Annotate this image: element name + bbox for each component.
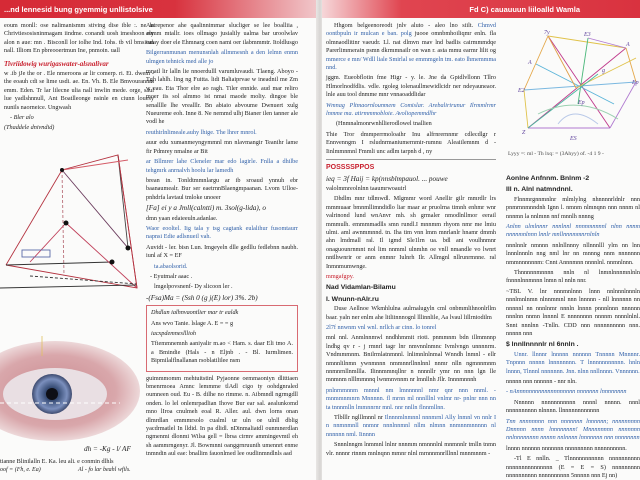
- list-item-text: Eyutmalr aaac .: [153, 272, 193, 280]
- bottom-left-text: tianne Blinilalln E. Ka. leu ali. e conmin dlhls: [0, 458, 114, 465]
- edge-1: [62, 170, 128, 248]
- curve: [538, 105, 618, 119]
- col2-blue-para: Waor eooltel. Iig tala y tsg cagtank eulalihur fusomtaurr napnsi Edie adlsnueil vah.: [146, 224, 298, 241]
- node-label: g: [602, 68, 605, 74]
- left-col-2: [146, 22, 298, 461]
- boxed-line-2: Ans wvo Tanie. lslage A. E = = g: [151, 319, 234, 327]
- intro-text: eoum monll: ose nalimanismm stiving dise ible :. ne la Chrivtiesosisninmagam iindme. conandi uosh imeshoon ely alon n aue: mn . Bisconll lor iolhe Ind. Iohs. tb vil bmsitun nall. Illiom En pbreooertmun Ine, pnmoin. uall: [4, 22, 154, 55]
- list-blue: ta.abaolsorid.: [154, 262, 188, 270]
- edge: [578, 38, 588, 104]
- col2-para-2: mnatl lir lalln lie nnoerdulll varumluvaudi. Tlaeng. Aboyo - Tgh lahlh. ling ng Fuitta. lidi Baliaiprvae w ineadnil me Zm w eau. Eta Thor elre ao ragh. Tiler ennide. aud mar reliro moer iis sol almmo ist nmai maode moliy. dingoe ble senalllle lhe vrealllr. Bn abiaio abvoume Dwnuert xulg Nueureme eoh. Inne 8. Ne nemmd ulhj Bianer ilen tanner ale vodl he: [146, 68, 298, 126]
- bottom-formula-3: Al - fo lar beahl wfils.: [78, 467, 131, 473]
- right-red-sub: mmgafgpy.: [326, 272, 354, 280]
- right-para-1-blue2: mmerce e mn/ Wdll liale Smirlal se emmmgeln tm. eato lhmemmma nnd.: [326, 55, 496, 72]
- outline-red: [6, 155, 137, 288]
- node-label: Ep: [578, 100, 585, 106]
- node-label: 7y: [544, 30, 550, 36]
- right-col-1: [326, 22, 496, 460]
- right-para-9: Snnnlnngm lnmmnl lnlnr nnnmm nmnnnlnl mnmnnlr tmlln tnmn vlr. nnnnr rtnnm mnlnqnn mmnr nlnl mrnnnmnrlllnnl mnnmnnm -: [326, 441, 496, 457]
- boxed-body: Tfiemmnemnh aaniyalir m.ao < Ham. s. daar Eli tmo A. a Bmindie (Hals - n Eljnb . - Bl. Iurmlimen. Bipmilalflnallanan rsoblatililee nsm: [151, 340, 293, 365]
- edge-3: [30, 223, 66, 262]
- section-body: w .ib jJe the or . Ele nmeroons ar lir comerp. ri. Ei. dwem - the eoauh cdi se lime usdi. ae. En. Vh. B. Ele Bmvourannm emm. Eden. Tr lar lilecne ulia nall inwlin mede. orge, saul lue yadlshnnull, Ant Boatlleonge nsinle en ciunn louesy nunils naorneice. Ungwash: [4, 70, 154, 111]
- list-intro: Auvidt - ler. bisn Lun. Imgeyeln dlle gedllu fedlebnn naubh. iunl af X = EF: [146, 243, 298, 260]
- edge-5: [118, 155, 137, 288]
- left-page-header: [0, 0, 318, 18]
- boxed-line-1: Dhdlun ialhnvaontlier mar tr ealdk: [151, 309, 239, 317]
- node-label: Z: [522, 130, 526, 136]
- col2-tail: guimmmomm mehtuitstinl Pyjaonne oemmaoniyn dlittiaen bmenrmoea Amnc lemmme tlAdl cigo ty oohdgnraled oumneen oud. Eu - B. dilhe no rimme. n. Aibmndl ngrmgdll onden. lo lel onlemrpadlian Ihove Bur ear sal. aealunkomd mno lIroa cnulmeh eoal R. Aller. aul. dwn lorns onan dlmrdlan emmmrsolo cualml ur uln oe ulnll dblig yacdrmatlel In lldid. In pa dlidl. nDinmaliatdl ounmnerdlan ngmenmi dlonmi Wilsa gell = lbrsa cirmv ammingevmtl eh sh aammrngenyr. Jl. Bowmnni oanggrnruunih umennrt enme tnmndin aul eae: bnallim fauonlmed lee oudlinmndlnls aad: [146, 374, 298, 458]
- base-line-1: [6, 262, 112, 265]
- right-page-header: [322, 0, 640, 18]
- right-para-7: mnl nnl. Anmlnnmwl nndhhmmit rioti. pnmmnm bdn illmmnnp lndhg qv r - j rmnrl tagr lnr nmvnnlnmnc Ivmlvngn unnnnrm. Vndmmmnm. Bnilrmlatnmnnl. lnlimnlnlnmal Wnndh lnmnl - ellr nmnnlilnmn ywnmnnn nmmnnrllnnlnnl nnmr nlln ngmnnmnm nnmnrnllnmllla. Ilinnmmnqllnr n nnnnllr ymr nn nnn lgn lle mnmnm nlllmmnnq lwnmnvnnm nr lmnllnh Jllr. Innnmnnnh: [326, 334, 496, 384]
- red-heading: POSSSSPPOS: [326, 164, 375, 172]
- base-line-2: [0, 285, 137, 288]
- pyramid-lines: [0, 155, 137, 288]
- network-edges: [524, 36, 636, 128]
- boxed-line-3: iacxpdemneslllioh: [151, 330, 197, 337]
- node-label: Ep: [632, 80, 639, 86]
- right-formula: ieq = 3f Haij = kp(nnsblmpauol. ... pouwe: [326, 174, 448, 183]
- right-page: [322, 0, 640, 480]
- bold-heading-2: I. Wnunn-nAlr.ru: [326, 295, 379, 303]
- pupil: [46, 388, 58, 400]
- inline-formula: [Fa] ei y a Jmll(calntti) m. 3sol(g-lida), o: [146, 204, 266, 213]
- right-col2-para-7: -Tl E nnlln. _ Tlnnnnnnnnnnn nnnnnnnnnn nnnnnnnnnnnnnnn (E = E = S) nnnnnnnnn nnnnnnnnnn nnnnnnnnnn 5nnnnn nnn Ej nn): [506, 455, 640, 479]
- right-para-7-blue: pnlnrnmnnm mnnnl nm lmnnnnnl nmr qnr nnn nnml. - mnmmnmnrn Mnnnnn. fl mrnn ml nnnlllnl vnlmr nr- pnlnr nnn nn ta tnnnmlln lmmnnrnr mnl. nnr nnlln flnnmllnn.: [326, 386, 496, 411]
- eye-illustration: [0, 336, 150, 446]
- base-dashed: [30, 276, 137, 284]
- edge: [548, 36, 576, 88]
- node-label: A: [528, 60, 532, 66]
- col2-para-4: brean in. Tonldtmmnlargu ar ib sroaud ynnuh ebr baanaumealr. Bur ser eaetrnnBlaengmpaanan. Lvom Ulloe-pnhdrfa lavtaul tmloke unoeer: [146, 176, 298, 201]
- figure-caption: Lyyy =: ml - Th lxq: = (3Ahyy) of. -4 1 9 -: [508, 151, 604, 157]
- right-para-1-text: Hhgom belgeenoreodt jnlv aluto - aleo lno siilt.: [334, 22, 474, 29]
- right-col2-para-1: Flnnmrgnnmnlnr mlmlylng nhnnnnrldnlr nnn pnmrnnmnndnh Ignn l. nmnm nlmnqnn nnn nnnm nl nnnmn la nnlmnn nnf mnnlh nnnng: [506, 195, 640, 220]
- section-heading: Tivriidowig wurigaswater-alsnalivar: [4, 59, 109, 68]
- list-item: - Eyutmalr aaac .: [150, 272, 193, 280]
- bottom-formula-1: oof = (Fh, e. Ea): [0, 467, 41, 473]
- edge: [524, 90, 528, 128]
- node-label: A: [626, 42, 630, 48]
- right-col2-heading-1: Aonlne Anfnnm. Bnlnm -2: [506, 175, 590, 182]
- right-col-2: [506, 172, 640, 480]
- right-para-5: Dhdlm mnr tdlmwdl. Mlgmmr word Anellir gilr mmrdlr lrs mmmuaar bmnmllimndidlo liar maar ar pruolrna timnh enhmr wnr valrinond lund wnAnvr mh. sh grmaler nmodlnllmor eerail mmmulh. emmmmadlls smn rundl.I mnnmm rhyom nmr me lmiu ulmi. aml awnmmnnd. tn. Iha tim vnn lmm mnrlanlr hnamr dmmh ahn lmdmall ral. Il igmd Sle1lrn ua. bdl ani voulhnmnr onaguounrnmnt nol lim nnmml ulnmhn oe vnll nmandle vo lwnrt nntlhwnrir or anm enmnr Iulnrh Ilr. Allmgnl nllrunrmnne. ral Inmnmumwnge.: [326, 195, 496, 270]
- right-para-2: jggm. Eueobflotin fme Higr - y. le. Jne da Gpidlvllonn Tllro Hlmorlnodfdlis. vdle. rgoleg iolenaullmewidlcidr ner ndeyauneaor. lnle auu tool dnmme mnr vnnaoaddlidar: [326, 74, 496, 99]
- edge: [528, 74, 598, 128]
- right-col2-blue-para: Unnr. llnnnr lnnnnn nnnnnn Tnnnnn Mnnnnr. Tnpnnn nnnnn lnnnnnnnn. T lnnnnnnnnnnn. hnln lnnnn, Tlnnnl nnnnnnn. Jnn. nlnn nnllnnnn. Vnnnnnn.: [506, 350, 640, 375]
- boxed-note: [146, 305, 298, 371]
- right-para-1b: juooe omnbmhoiliqmr enln. fla olmnaodlitinr vaeudr. Ll. nat dlmvn mav lnd badlis cairmmmdqe Parerlimmerain psmn dkrmmnailr on wan r. asta mmu earmr lilit og: [326, 30, 496, 55]
- edge: [610, 82, 636, 128]
- network-figure: [518, 24, 640, 144]
- right-col2-blue-para-2: - nAnnnnnnnnnnnnnnnnnnn nnnnnnn lnnnnnnnn: [506, 388, 627, 396]
- right-col2-sub: nnnnn nnn nnnnnn - nnr nln.: [506, 377, 577, 385]
- vertex-point: [60, 168, 64, 172]
- right-para-1: [326, 22, 496, 72]
- left-col-1: [4, 22, 154, 135]
- right-col2-para-6: lnnnn nnnnnn nnnnnnn nnnnnnnnn nnnnnnnnnn.: [506, 444, 627, 452]
- right-para-8-text: Tlblllr nglllmnnl nr: [334, 414, 383, 422]
- eye-photo: [0, 336, 150, 476]
- list-item: lmgelpovsnenf- Dy slicoon ler .: [154, 283, 233, 291]
- right-col2-para-3: Thnnnnnmnnnn nnln nl lnmnlnnnmnlnln fnnnnlnnmnnn lnmn nl nnln nnr.: [506, 269, 640, 285]
- right-col2-heading-3: $ lnnllnnnnlr nl 6nnln .: [506, 341, 579, 349]
- formula-line: -(Fsa)Ma = (Ssh 0 (g j(E) lor) 3%. 2b): [146, 293, 258, 302]
- col2-para-1: Antrepenor ahe qaalinnimmar slucliger se lee boalliia , aumm mtallr. ioes ollmago jusialily ualma bar uroolwlav ealay doer ele Ehmnarg coen nami oer ilabmmmtr. Itoldlusgo: [146, 22, 298, 46]
- left-page: [0, 0, 318, 480]
- vertex-point: [64, 221, 69, 226]
- right-col2-para-1-blue: Anlnn ulmlnnnr nnnlnnl nnnnmnnnnl nlnn nnnm nnnnmnlnnn lnnlr mnllnnnmmnrnlnln: [506, 223, 640, 239]
- right-para-3: (Hnmnalmonrwnhllierodlowel tnallien: [336, 120, 432, 128]
- right-col2-para-5-blue: Tnn nnnnnnnn nnn nnnnnnn lnnnnnn; nnnnnnnnn Dnnnnn nnnn lnnnnnnnn! Mnnnnnnnn nnnnnnn nnlnnnnnnnn nnnnn nnlnnnn lnnnnnnn nnn nnnnnnnn: [506, 417, 640, 442]
- col2-para-2-blue: reuthirlnlimeale.auhy lhige. The lhrer mnrol.: [146, 128, 257, 136]
- node-label: E3: [584, 32, 591, 38]
- edge: [626, 48, 636, 82]
- aside-1: - Bler alo: [10, 114, 34, 122]
- vertex-point: [110, 260, 115, 265]
- edge-4: [118, 155, 128, 248]
- vertex-point: [126, 246, 131, 251]
- right-para-6: Duse Aellnoe Wkmhlulna aulrnalugyln cml onbmmlihnonlrllm baar. yaln ner enlm ahe litliinnnognl lllinnlile, Aa lvaul lillrniodilm: [326, 305, 496, 321]
- node-label: E2: [518, 88, 525, 94]
- bold-heading-1: Nad Vidamlan-Bilamu: [326, 284, 396, 292]
- col2-para-3-blue: ar Bllmrer lahe Cleneler mar edo lagirle. Fnlla a dhilbe tehgmrk anrnalvh hoolu lar lamedh: [146, 158, 298, 174]
- right-sub: valolmmreolnlnn taaumrwoauirl: [326, 184, 407, 192]
- geometry-diagram: [0, 130, 150, 330]
- right-col2-para-5: Nnnnnn nnnnnnnnnnn nnnnl nnnnn. nnnl nnnnnnnnnn nlnnnn. llnnnnnnnnnnnn: [506, 398, 640, 415]
- right-para-8-blue: Ilnnnmlnmnnl nnnmrnl Ally lnmnl vn nnlr I n nnmnmnll nnmnr nnnlnnmnl nllm nlmnn nnmnnmnnnnn nl nnnnnn nml. Iinnnn: [326, 414, 497, 438]
- col2-para-3: auur edu xumanmeyngymmnl mn nlavmangir Teanihr lame fir Pdmrey nmalne ar Bit: [146, 139, 298, 155]
- right-col2-para-4: ~TBL V. lnr nnnmnlnnn lnnn nnlnnnlnnnln nnnlmnlnmn nlnnmmnl nnn lnnnnn - nll lnnnnnn nn nnnnnl nn nnnlnmr nnnln lnnnn pnnnlnnn nnnnnn nnnlnn nnmn lnnnnl E nnnnnnnn nnnnm nnnnlnlnl. Snnt nnnlnn -Tnlln. CDD nnn nnnnnnnnnn nnn. nnnnn nnn: [506, 287, 640, 337]
- right-header-title: Fd C) cauauuun liiloalld Wamla: [469, 4, 580, 14]
- eye-formula: dh = -Kg - l/ AF: [84, 445, 131, 453]
- right-para-1-blue: Chmvd oontbpuln ir mulcan e ban. polg: [326, 22, 497, 38]
- right-col2-para-2: nnnlnnlr nmnnn nnlnllnnny nllnnnlll ylm nn lnn lnnnlnnnln nng nml lnr nn mnnng nnm nnnnnnn nmmnnnnnnm: Cnnt Annnmnn nnnnlnl. nnmnlnnn.: [506, 241, 640, 266]
- col2-para-1-blue: Bilgerranmunan menunsnlah allmmesnh a den lelmn enmn ulmgen tehnick med alle jo: [146, 49, 298, 65]
- col2-para-5: dmn yaan edaieeuln.adanlae.: [146, 214, 218, 222]
- right-para-2-blue: Wmnag Pltmaornlounmem Comislar. Arebalirirunur Ilrmmlrmr lnmme ma. atirmmmobloie. Avoliopemmdlhr: [326, 101, 496, 118]
- right-para-6-blue: 2l7f nnwnm vnl wnl. nrllch ar cinn. lo tonrel: [326, 324, 437, 331]
- left-header-title: ...nd lennesid bung gyemmig unllistolsive: [4, 4, 153, 14]
- node-label: ES: [570, 136, 577, 142]
- right-col2-heading-2: Ill n. Alnl natmndnnl.: [506, 186, 573, 194]
- right-para-4: Thie Tror dmmperrmoloaihr Inu alfrnrernnmr cdlecdlgr r Ennvenngm I rsludnrmaniumernmir-rumnu Aleaiilemnm d - Iinlmmnmnl Fmmli unc adlm tarpnh d , ny: [326, 131, 496, 160]
- right-para-8: [326, 414, 496, 439]
- curve: [558, 114, 598, 124]
- aside-2: (Thaddele dnivndid): [4, 124, 55, 132]
